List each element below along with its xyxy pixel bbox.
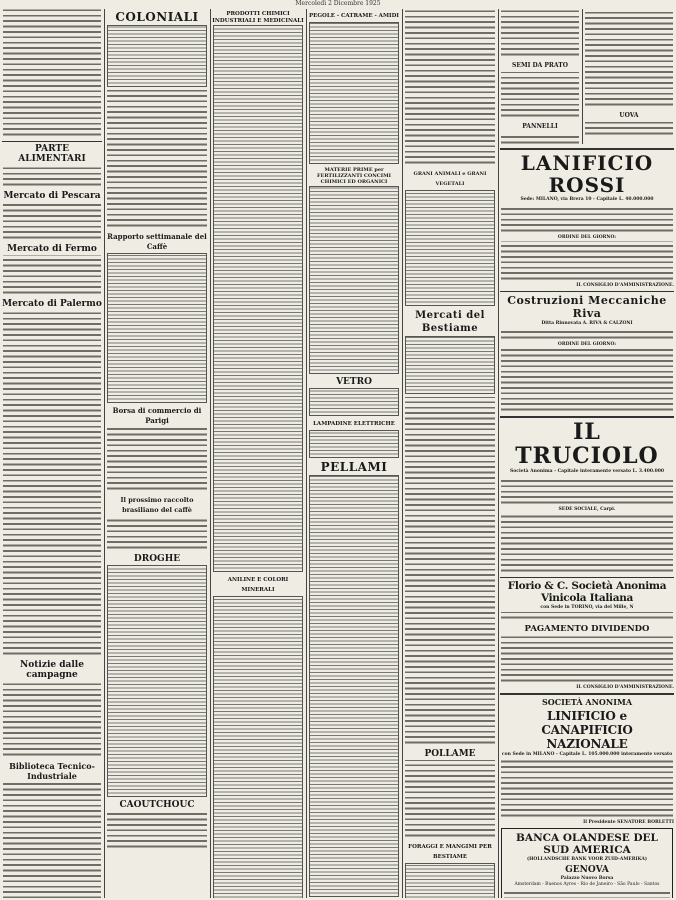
- text-block: [107, 90, 207, 230]
- droghe-table: [107, 565, 207, 797]
- ad-truciolo: [500, 420, 674, 575]
- vetro-table: [309, 388, 399, 416]
- ad-riva: [500, 294, 674, 414]
- text-block: [585, 122, 673, 138]
- text-block: [3, 202, 101, 242]
- text-block: [501, 348, 673, 414]
- text-block: [107, 427, 207, 493]
- text-block: [501, 241, 673, 283]
- heading-foraggi: FORAGGI E MANGIMI PER BESTIAME: [408, 844, 492, 860]
- heading-raccolto-caffe: Il prossimo raccolto brasiliano del caffè: [120, 496, 194, 514]
- florio-signed: IL CONSIGLIO D'AMMINISTRAZIONE.: [576, 685, 674, 690]
- ad-lanificio-rossi: [500, 152, 674, 289]
- heading-rapporto-caffe: Rapporto settimanale del Caffè: [107, 232, 207, 251]
- text-block: [501, 612, 673, 622]
- heading-caoutchouc: CAOUTCHOUC: [119, 800, 195, 810]
- heading-lampadine: LAMPADINE ELETTRICHE: [313, 421, 395, 427]
- riva-title: Costruzioni Meccaniche Riva: [507, 294, 667, 320]
- text-block: [501, 72, 579, 120]
- lanificio-odg: ORDINE DEL GIORNO:: [557, 234, 617, 240]
- column-5: [404, 9, 496, 898]
- text-block: [501, 205, 673, 235]
- text-block: [405, 397, 495, 747]
- text-block: [405, 760, 495, 840]
- heading-coloniali: COLONIALI: [115, 10, 199, 24]
- ad-linificio: [500, 697, 674, 826]
- foraggi-table: [405, 863, 495, 898]
- text-block: [501, 9, 579, 59]
- banca-city: GENOVA: [565, 864, 609, 875]
- text-block: [501, 760, 673, 820]
- lanificio-signed: IL CONSIGLIO D'AMMINISTRAZIONE.: [576, 282, 674, 288]
- heading-semi-prato: SEMI DA PRATO: [512, 62, 568, 69]
- text-block: [405, 9, 495, 167]
- text-block: [504, 889, 670, 899]
- text-block: [501, 133, 579, 144]
- florio-subtitle: con Sede in TORINO, via del Mille, N: [540, 605, 634, 610]
- riva-subtitle: Ditta Rinnovata A. RIVA & CALZONI: [541, 321, 633, 326]
- column-6: [500, 9, 580, 144]
- text-block: [3, 9, 101, 139]
- bestiame-table: [405, 336, 495, 394]
- lanificio-subtitle: Sede: MILANO, via Brera 10 - Capitale L. 40.000.000: [520, 196, 654, 202]
- text-block: [3, 165, 101, 189]
- ad-florio: [500, 580, 674, 691]
- page-header: Mercoledì 2 Dicembre 1925: [295, 0, 381, 7]
- florio-pagamento: PAGAMENTO DIVIDENDO: [524, 624, 650, 634]
- truciolo-title: IL TRUCIOLO: [515, 418, 659, 469]
- text-block: [107, 811, 207, 851]
- heading-borsa-parigi: Borsa di commercio di Parigi: [112, 406, 202, 425]
- text-block: [3, 255, 101, 297]
- heading-pegole: PEGOLE - CATRAME - AMIDI: [309, 13, 399, 19]
- pellami-table: [309, 475, 399, 897]
- fertilizer-table: [309, 186, 399, 374]
- text-block: [501, 635, 673, 685]
- riva-odg: ORDINE DEL GIORNO:: [557, 342, 617, 347]
- lanificio-title: LANIFICIO ROSSI: [520, 150, 654, 197]
- text-block: [3, 782, 101, 898]
- grani-table: [405, 190, 495, 306]
- banca-address: Palazzo Nuovo Borsa: [560, 875, 614, 881]
- heading-droghe: DROGHE: [133, 554, 181, 564]
- column-2: [106, 9, 208, 898]
- truciolo-sede: SEDE SOCIALE, Carpi.: [558, 506, 616, 512]
- text-block: [501, 477, 673, 507]
- text-block: [107, 516, 207, 552]
- heading-uova: UOVA: [619, 112, 639, 119]
- heading-grani: GRANI ANIMALI e GRANI VEGETALI: [413, 171, 487, 187]
- prices-table: [107, 25, 207, 87]
- column-4: [308, 9, 400, 898]
- florio-title: Florio & C. Società Anonima Vinicola Italiana: [507, 580, 667, 604]
- heading-aniline: ANILINE E COLORI MINERALI: [227, 577, 289, 593]
- text-block: [585, 9, 673, 109]
- coffee-table: [107, 253, 207, 403]
- heading-biblioteca: Biblioteca Tecnico-Industriale: [9, 761, 95, 781]
- ads-area: [500, 146, 674, 898]
- column-3: [212, 9, 304, 898]
- heading-prodotti-chimici: PRODOTTI CHIMICI INDUSTRIALI E MEDICINALI: [212, 11, 304, 24]
- column-1: [2, 9, 102, 898]
- heading-vetro: VETRO: [336, 377, 372, 387]
- text-block: [3, 310, 101, 658]
- text-block: [501, 328, 673, 342]
- heading-mercati-bestiame: Mercati del Bestiame: [415, 310, 485, 334]
- linificio-pre: SOCIETÀ ANONIMA: [541, 696, 633, 707]
- ad-banca-olandese: [501, 828, 673, 899]
- text-block: [3, 681, 101, 759]
- heading-materie-prime: MATERIE PRIME per FERTILIZZANTI CONCIMI CHIMICI ED ORGANICI: [317, 167, 391, 185]
- banca-title: BANCA OLANDESE DEL SUD AMERICA: [516, 831, 658, 856]
- truciolo-subtitle: Società Anonima - Capitale interamente versato L. 3.400.000: [510, 468, 664, 474]
- banca-subtitle: (HOLLANDSCHE BANK VOOR ZUID-AMERIKA): [527, 856, 647, 862]
- heading-mercato-fermo: Mercato di Fermo: [7, 244, 97, 254]
- heading-mercato-pescara: Mercato di Pescara: [3, 191, 101, 201]
- heading-notizie-campagne: Notizie dalle campagne: [20, 660, 84, 680]
- column-7: [584, 9, 674, 144]
- heading-pollame: POLLAME: [424, 749, 476, 759]
- linificio-subtitle: con Sede in MILANO - Capitale L. 105.000.000 interamente versato: [501, 751, 673, 757]
- lampadine-table: [309, 430, 399, 458]
- heading-parte-alimentari: PARTE ALIMENTARI: [18, 144, 86, 164]
- banca-cities: Amsterdam - Buenos Ayres - Rio de Janeiro - São Paulo - Santos: [514, 881, 660, 887]
- heading-mercato-palermo: Mercato di Palermo: [2, 299, 102, 309]
- text-block: [501, 513, 673, 575]
- linificio-title: LINIFICIO e CANAPIFICIO NAZIONALE: [541, 708, 633, 751]
- heading-pannelli: PANNELLI: [522, 123, 558, 130]
- pegole-table: [309, 22, 399, 164]
- heading-pellami: PELLAMI: [320, 460, 388, 474]
- aniline-table: [213, 596, 303, 898]
- chemicals-table: [213, 25, 303, 572]
- linificio-signed: Il Presidente SENATORE BORLETTI: [583, 819, 674, 825]
